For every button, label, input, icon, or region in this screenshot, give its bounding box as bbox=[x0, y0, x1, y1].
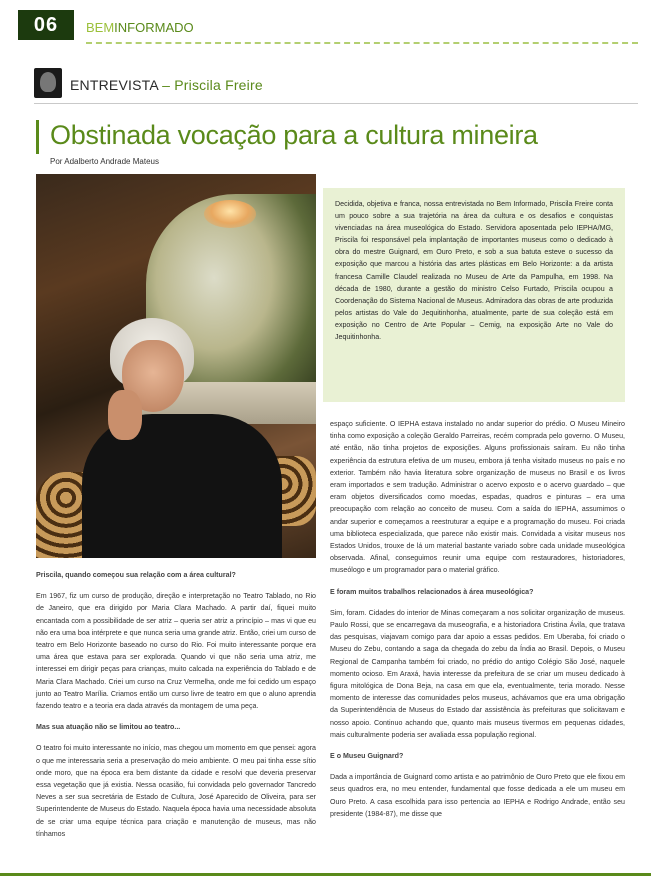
question: E o Museu Guignard? bbox=[330, 752, 404, 761]
article-byline: Por Adalberto Andrade Mateus bbox=[50, 157, 159, 166]
left-column bbox=[36, 567, 316, 849]
question: E foram muitos trabalhos relacionados à área museológica? bbox=[330, 587, 534, 596]
page-number: 06 bbox=[18, 10, 74, 40]
answer-paragraph: Dada a importância de Guignard como artista e ao patrimônio de Ouro Preto que ele fixou em seus quadros era, no meu entender, fundamental que fosse dedicada a ele um museu em Ouro Preto. A casa escolhida para isso pertencia ao IEPHA e Rodrigo Andrade, então seu presidente (1984-87), me disse que bbox=[330, 773, 625, 818]
section-divider bbox=[34, 103, 638, 104]
intro-box: Decidida, objetiva e franca, nossa entrevistada no Bem Informado, Priscila Freire conta um pouco sobre a sua trajetória na área da cultura e os desafios e conquistas vivenciadas na área museológica do Estado. Servidora aposentada pelo IEPHA/MG, Priscila foi responsável pela implantação de importantes museus como o dedicado à obra do mestre Guignard, em Ouro Preto, e sob a sua batuta esteve o sucesso da exposição que marcou a história das artes plásticas em Belo Horizonte: a da artista francesa Camille Claudel realizada no Museu de Arte da Pampulha, em 1998. Na década de 1980, durante a gestão do ministro Celso Furtado, Priscila ocupou a Coordenação do Sistema Nacional de Museus. Admiradora das obras de arte produzida pelos artistas do Vale do Jequitinhonha, atualmente, parte de sua coleção está em exposição no Centro de Arte Popular – Cemig, na exposição Arte no Vale do Jequitinhonha. bbox=[323, 188, 625, 402]
answer-paragraph: O teatro foi muito interessante no início, mas chegou um momento em que pensei: agora o que me interessaria seria a preservação do meio ambiente. O meu pai tinha esse sítio onde moro, que na época era bem distante da cidade e resolvi que deveria preservar essa vegetação que já existia. Nessa ocasião, fui convidada pelo governador Tancredo Neves a ser sua secretária de Estado de Cultura, José Aparecido de Oliveira, para ser Superintendente de Museus do Estado. Naquela época havia uma necessidade absoluta de se criar uma equipe técnica para criação e manutenção de museus, mas não tínhamos bbox=[36, 744, 316, 838]
answer-paragraph: Em 1967, fiz um curso de produção, direção e interpretação no Teatro Tablado, no Rio de Janeiro, que era dirigido por Maria Clara Machado. A partir daí, fiquei muito encantada com a possibilidade de ser atriz – queria ser atriz a princípio – mas vi que eu não era uma boa intérprete e que nunca seria uma grande atriz. Então, criei um curso de teatro em Belo Horizonte baseado no curso do Rio. Foi muito interessante porque era uma área que estava para ser explorada. Quando vi que não seria uma atriz, me interessei em dirigir peças para crianças, muito calcada na experiência do Tablado e de Maria Clara Machado. Criei um curso na Cruz Vermelha, onde me foi cedido um espaço junto ao Teatro Marília. Criamos então um curso livre de teatro em que o aluno aprendia fazendo teatro e a teoria era dada através da montagem de uma peça. bbox=[36, 592, 316, 711]
question: Mas sua atuação não se limitou ao teatro... bbox=[36, 723, 181, 732]
right-column bbox=[330, 418, 625, 829]
section-separator: – bbox=[158, 77, 175, 93]
article-title: Obstinada vocação para a cultura mineira bbox=[50, 120, 538, 150]
section-label: ENTREVISTA bbox=[70, 77, 159, 93]
publication-brand bbox=[86, 20, 194, 35]
header-dashed-divider bbox=[86, 42, 638, 44]
section-heading bbox=[70, 77, 263, 93]
answer-paragraph: Sim, foram. Cidades do interior de Minas começaram a nos solicitar organização de museus. Paulo Rossi, que se encarregava da museografia, e a historiadora Cristina Ávila, que tratava das pesquisas, viajavam comigo para dar apoio a essas pedidos. Em Uberaba, foi criado o Museu do Zebu, contando a saga da chegada do zebu da Índia ao Brasil. Depois, o Museu Regional de Campanha também foi criado, no prédio do antigo Colégio São José, naquele momento ocioso. Em Araxá, havia interesse da prefeitura de se criar um museu dedicado à figura mitológica de Dona Beja, na casa em que ela, eventualmente, teria morado. Nesse momento de interesse das comunidades pelos museus, achávamos que era uma obrigação da Superintendência de Museus do Estado dar assistência às prefeituras que solicitavam e nosso apoio. Continuo achando que, quanto mais museus tivermos em pequenas cidades, mais culturalmente poderia ser avaliada essa população regional. bbox=[330, 608, 625, 739]
title-accent-bar bbox=[36, 120, 39, 154]
brand-second: INFORMADO bbox=[114, 20, 194, 35]
section-name: Priscila Freire bbox=[174, 77, 263, 93]
portrait-thumbnail-icon bbox=[34, 68, 62, 98]
portrait-photo bbox=[36, 174, 316, 558]
question: Priscila, quando começou sua relação com a área cultural? bbox=[36, 571, 236, 579]
brand-first: BEM bbox=[86, 20, 115, 35]
footer-line bbox=[0, 873, 651, 876]
answer-paragraph: espaço suficiente. O IEPHA estava instalado no andar superior do prédio. O Museu Mineiro tinha como exposição a coleção Geraldo Parreiras, recém comprada pelo governo. O Museu, até então, não tinha projetos de exposições. Alguns profissionais saíram. Eu não tinha experiência da estrutura efetiva de um museu, embora já tenha visitado museus no país e no exterior. Também não havia literatura sobre organização de museus no Brasil e os livros eram importados e sem tradução. Administrar o acervo exposto e o acervo guardado – que eram objetos diversificados como moedas, espadas, quadros e pinturas – era uma preocupação com relação ao conceito de museu. Com a saída do IEPHA, assumimos o andar superior e começamos a reestruturar a equipe e a programação do museu. Foi criada uma biblioteca especializada, que parece não existir mais. Convidada a visitar museus nos Estados Unidos, trouxe de lá um material bastante variado sobre cada unidade museológica observada. Afinal, conseguimos reunir uma equipe com restauradores, historiadores, museólogo e um programador para o material gráfico. bbox=[330, 420, 625, 575]
